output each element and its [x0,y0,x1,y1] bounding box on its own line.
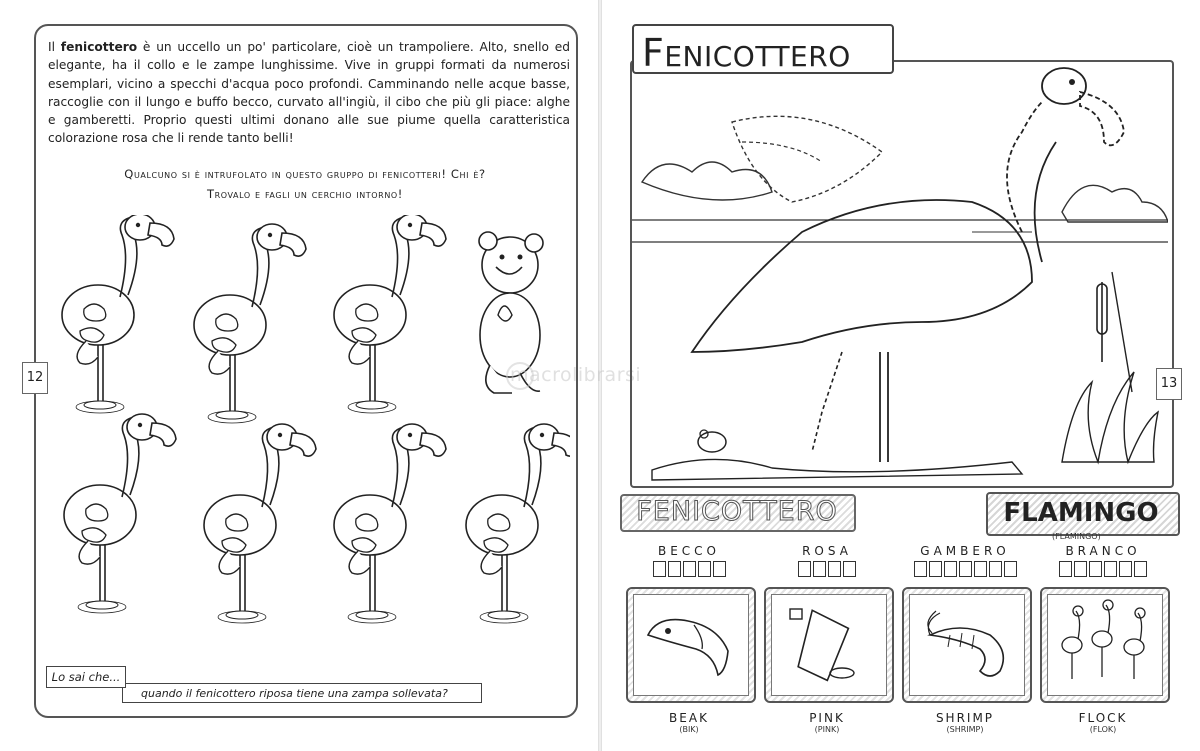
vocab-word: GAMBERO [920,544,1010,558]
vocab-image-card [626,587,756,703]
letter-boxes[interactable] [764,561,890,577]
vocab-english: SHRIMP [935,711,995,725]
trace-word: FENICOTTERO [636,496,838,527]
flamingo-grid-illustration [40,215,570,675]
vocab-pronunciation: (BIK) [679,725,699,734]
vocab-english: FLOCK [1078,711,1128,725]
vocab-english: BEAK [669,711,709,725]
beak-icon [634,595,748,695]
question-line-2: Trovalo e fagli un cerchio intorno! [206,187,404,201]
letter-boxes[interactable] [1040,561,1166,577]
letter-boxes[interactable] [626,561,752,577]
vocab-pronunciation: (PINK) [814,725,840,734]
watermark-text: macrolibrarsi [510,364,642,386]
vocab-card-branco [1040,543,1166,734]
vocab-card-gambero [902,543,1028,734]
letter-boxes[interactable] [902,561,1028,577]
vocab-card-rosa [764,543,890,734]
vocab-pronunciation: (FLOK) [1089,725,1117,734]
vocab-image-card [764,587,894,703]
vocab-card-becco [626,543,752,734]
intro-paragraph: Il fenicottero è un uccello un po' particolare, cioè un trampoliere. Alto, snello ed elegante, ha il collo e le zampe lunghissime. Vive in gruppi formati da numerosi esemplari, vicino a specchi d'acqua poco profondi. Camminando nelle acque basse, raccoglie con il lungo e buffo becco, curvato all'ingiù, il cibo che più gli piace: alghe e gamberetti. Proprio questi ultimi donano alle sue piume quella caratteristica colorazione rosa che li rende tanto belli! [48,40,570,146]
question-line-1: Qualcuno si è intrufolato in questo gruppo di fenicotteri! Chi è? [124,167,486,181]
shrimp-icon [910,595,1024,695]
flamingo-coloring-illustration [632,62,1168,482]
paint-tube-icon [772,595,886,695]
vocab-word: BRANCO [1065,544,1141,558]
page-number-left: 12 [22,362,48,394]
english-pronunciation: (FLAMINGO) [1052,532,1101,541]
intro-bold-word: fenicottero [60,40,138,54]
vocab-word: BECCO [657,544,721,558]
vocab-image-card [1040,587,1170,703]
puzzle-question [40,164,570,204]
vocab-english: PINK [809,711,845,725]
english-word: FLAMINGO [1003,498,1159,528]
flamingo-flock-icon [1048,595,1162,695]
did-you-know-label: Lo sai che... [46,666,126,688]
page-number-right: 13 [1156,368,1182,400]
vocab-pronunciation: (SHRIMP) [946,725,984,734]
did-you-know-text: quando il fenicottero riposa tiene una zampa sollevata? [122,683,482,703]
vocab-word: ROSA [802,544,852,558]
page-title: FENICOTTERO [632,24,894,74]
vocab-image-card [902,587,1032,703]
